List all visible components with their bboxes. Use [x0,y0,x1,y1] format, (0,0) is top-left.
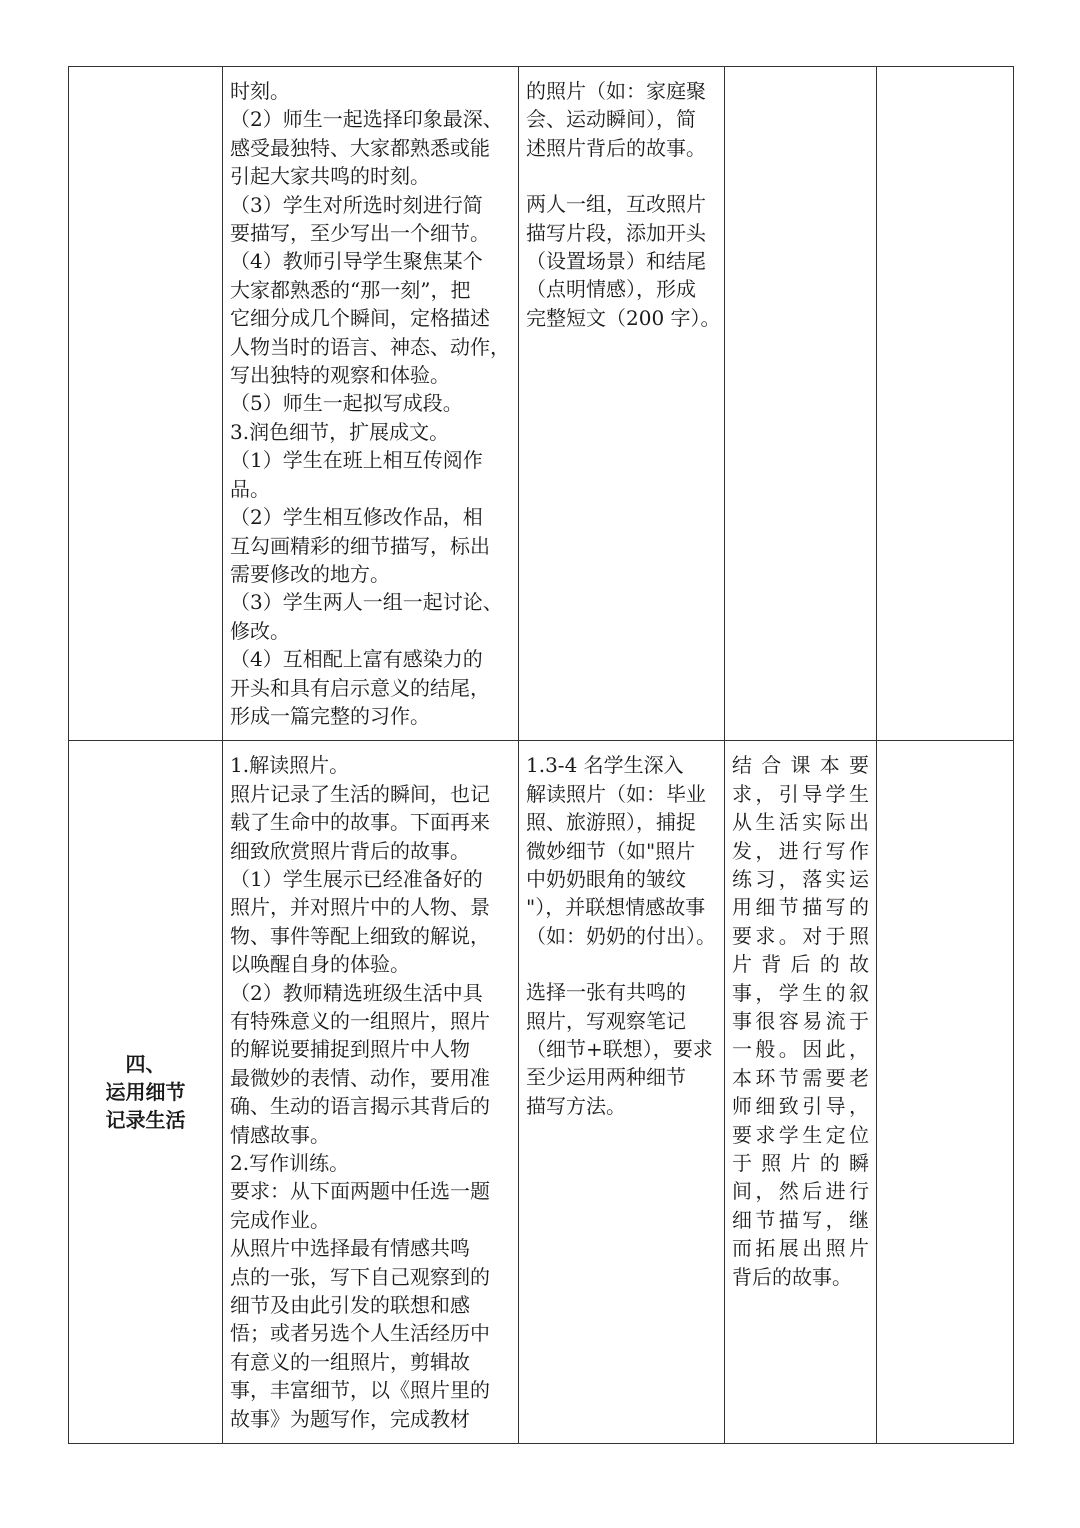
text-line: 形成一篇完整的习作。 [230,703,430,728]
text-line: 感受最独特、大家都熟悉或能 [230,135,490,160]
text-line: 的照片（如：家庭聚 [526,79,706,103]
text-line: 确、生动的语言揭示其背后的 [230,1094,490,1119]
text-line: （3）学生两人一组一起讨论、 [230,590,503,615]
text-line: 片背后的故 [732,952,869,977]
text-line: "），并联想情感故事 [526,895,706,920]
notes-cell [877,741,1014,1444]
text-line: 悟；或者另选个人生活经历中 [230,1321,490,1346]
text-line: （如：奶奶的付出）。 [526,923,716,948]
text-line: （设置场景）和结尾 [526,249,706,274]
text-line: 事，丰富细节，以《照片里的 [230,1378,490,1403]
text-line: 描写方法。 [526,1093,626,1118]
text-line: 记录生活 [105,1108,186,1133]
text-line: 照、旅游照），捕捉 [526,810,696,835]
student-tasks-cell [519,67,725,741]
text-line: 开头和具有启示意义的结尾， [230,675,490,700]
text-line: 要求学生定位 [732,1122,869,1147]
text-line: 四、 [125,1051,166,1076]
text-line: 本环节需要老 [732,1065,869,1090]
text-line: 间，然后进行 [732,1179,869,1204]
text-line: 的解说要捕捉到照片中人物 [230,1037,470,1062]
text-line: 师细致引导， [732,1094,869,1119]
text-line: 情感故事。 [230,1122,330,1147]
text-line: （3）学生对所选时刻进行简 [230,192,483,217]
text-line: 从照片中选择最有情感共鸣 [230,1236,470,1261]
text-line: 两人一组，互改照片 [526,192,706,217]
text-line: 有意义的一组照片，剪辑故 [230,1349,470,1374]
teaching-activities-cell [223,67,519,741]
tasks-block-1 [526,77,717,162]
teaching-activities-cell [223,741,519,1444]
text-line: 它细分成几个瞬间，定格描述 [230,306,490,331]
text-line: 1.3-4 名学生深入 [526,753,684,778]
text-line: （2）学生相互修改作品，相 [230,505,483,530]
text-line: 1.解读照片。 [230,753,350,778]
text-line: 事，学生的叙 [732,980,869,1005]
tasks-block-1 [526,751,717,950]
stage-cell [69,741,223,1444]
text-line: 述照片背后的故事。 [526,135,706,160]
text-line: 要求。对于照 [732,923,869,948]
text-line: 照片，并对照片中的人物、景 [230,895,490,920]
text-line: 最微妙的表情、动作，要用准 [230,1065,490,1090]
text-line: 3.润色细节，扩展成文。 [230,419,450,444]
text-line: 完成作业。 [230,1207,330,1232]
text-line: 会、运动瞬间），简 [526,107,696,132]
text-line: 结合课本要 [732,753,869,778]
text-line: （2）教师精选班级生活中具 [230,980,483,1005]
text-line: （4）互相配上富有感染力的 [230,647,483,672]
text-line: （点明情感），形成 [526,277,696,302]
text-line: 事很容易流于 [732,1009,869,1033]
text-line: （1）学生在班上相互传阅作 [230,448,483,473]
text-line: 解读照片（如：毕业 [526,781,706,806]
text-line: 引起大家共鸣的时刻。 [230,164,430,189]
text-line: 至少运用两种细节 [526,1065,686,1090]
text-line: 2.写作训练。 [230,1151,350,1176]
text-line: 大家都熟悉的“那一刻”，把 [230,277,471,302]
text-line: （细节+联想），要求 [526,1037,713,1061]
text-line: 从生活实际出 [732,810,869,835]
text-line: 求，引导学生 [732,781,869,806]
tasks-block-2 [526,190,721,332]
text-line: 载了生命中的故事。下面再来 [230,810,490,835]
text-line: 发，进行写作 [732,838,869,863]
design-intent-cell [725,741,877,1444]
text-line: 以唤醒自身的体验。 [230,952,410,977]
text-line: 一般。因此， [732,1037,869,1062]
stage-cell [69,67,223,741]
text-line: 背后的故事。 [732,1264,852,1289]
text-line: 中奶奶眼角的皱纹 [526,866,686,891]
design-intent-cell [725,67,877,741]
text-line: （2）师生一起选择印象最深、 [230,107,503,132]
spacer [526,162,717,190]
text-line: （5）师生一起拟写成段。 [230,391,463,416]
text-line: 品。 [230,476,270,501]
spacer [526,950,717,978]
text-line: 互勾画精彩的细节描写，标出 [230,533,490,558]
text-line: 要求：从下面两题中任选一题 [230,1179,490,1204]
text-line: 人物当时的语言、神态、动作， [230,334,510,359]
tasks-block-2 [526,978,717,1120]
text-line: （4）教师引导学生聚焦某个 [230,249,483,274]
text-line: 细节及由此引发的联想和感 [230,1293,470,1318]
notes-cell [877,67,1014,741]
text-line: 修改。 [230,618,290,643]
text-line: 要描写，至少写出一个细节。 [230,221,490,246]
text-line: 练习，落实运 [732,866,869,891]
lesson-plan-table [68,66,1014,1444]
text-line: 故事》为题写作，完成教材 [230,1406,470,1431]
text-line: 运用细节 [105,1080,186,1105]
text-line: 需要修改的地方。 [230,561,390,586]
text-line: 描写片段，添加开头 [526,220,706,245]
text-line: 点的一张，写下自己观察到的 [230,1264,490,1289]
text-line: 细致欣赏照片背后的故事。 [230,838,470,863]
text-line: 细节描写，继 [732,1207,869,1232]
text-line: 时刻。 [230,79,290,103]
text-line: 照片记录了生活的瞬间，也记 [230,781,490,806]
table-row [69,741,1014,1444]
text-line: 有特殊意义的一组照片，照片 [230,1009,490,1033]
text-line: 微妙细节（如"照片 [526,838,696,863]
text-line: 于照片的瞬 [732,1151,869,1176]
text-line: （1）学生展示已经准备好的 [230,866,483,891]
text-line: 物、事件等配上细致的解说， [230,923,490,948]
text-line: 照片，写观察笔记 [526,1008,686,1033]
text-line: 而拓展出照片 [732,1236,869,1261]
text-line: 选择一张有共鸣的 [526,980,686,1005]
student-tasks-cell [519,741,725,1444]
table-row [69,67,1014,741]
text-line: 写出独特的观察和体验。 [230,363,450,388]
text-line: 用细节描写的 [732,895,869,920]
text-line: 完整短文（200 字）。 [526,305,721,330]
